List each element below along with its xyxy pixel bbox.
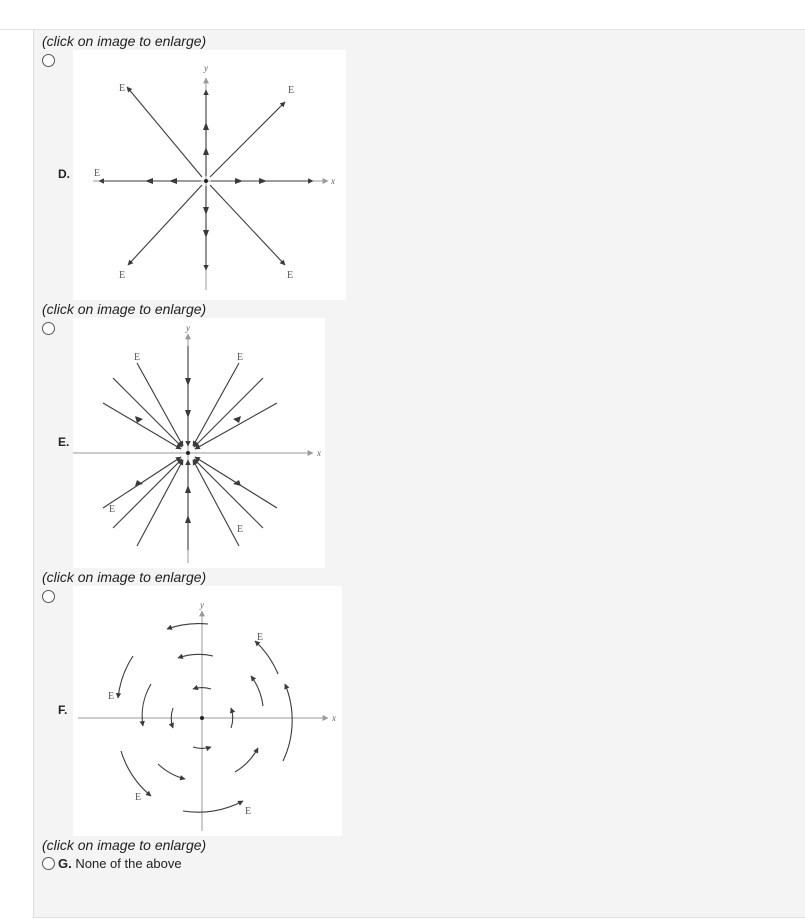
e-label: E	[119, 83, 126, 94]
top-band	[0, 0, 805, 30]
svg-text:E: E	[134, 352, 141, 363]
svg-text:y: y	[200, 600, 204, 610]
svg-text:x: x	[332, 713, 336, 723]
radio-option-e[interactable]	[42, 322, 55, 335]
svg-text:E: E	[119, 270, 126, 281]
option-d-letter: D.	[58, 167, 70, 181]
svg-text:E: E	[108, 691, 115, 702]
option-g[interactable]	[42, 856, 182, 871]
enlarge-caption-d[interactable]: (click on image to enlarge)	[42, 301, 207, 317]
x-label: x	[331, 176, 335, 186]
svg-text:E: E	[109, 504, 116, 515]
svg-text:x: x	[317, 448, 321, 458]
svg-text:E: E	[245, 806, 252, 817]
option-g-label: None of the above	[75, 856, 182, 871]
radio-option-f[interactable]	[42, 590, 55, 603]
svg-text:y: y	[186, 323, 190, 333]
radio-option-d[interactable]	[42, 54, 55, 67]
svg-text:E: E	[287, 270, 294, 281]
svg-text:E: E	[257, 632, 264, 643]
option-e-letter: E.	[58, 435, 70, 449]
svg-text:E: E	[94, 168, 101, 179]
option-f-letter: F.	[58, 703, 68, 717]
svg-text:E: E	[237, 524, 244, 535]
option-e-figure[interactable]	[73, 318, 325, 568]
y-label: y	[204, 63, 208, 73]
enlarge-caption-e[interactable]: (click on image to enlarge)	[42, 569, 207, 585]
option-f-figure[interactable]	[73, 586, 342, 836]
svg-text:E: E	[237, 352, 244, 363]
enlarge-caption-c[interactable]: (click on image to enlarge)	[42, 33, 207, 49]
svg-text:E: E	[288, 85, 295, 96]
svg-text:E: E	[135, 792, 142, 803]
enlarge-caption-f[interactable]: (click on image to enlarge)	[42, 837, 207, 853]
option-d-figure[interactable]	[73, 50, 346, 300]
radio-option-g[interactable]	[42, 857, 55, 870]
option-g-letter: G.	[58, 856, 72, 871]
